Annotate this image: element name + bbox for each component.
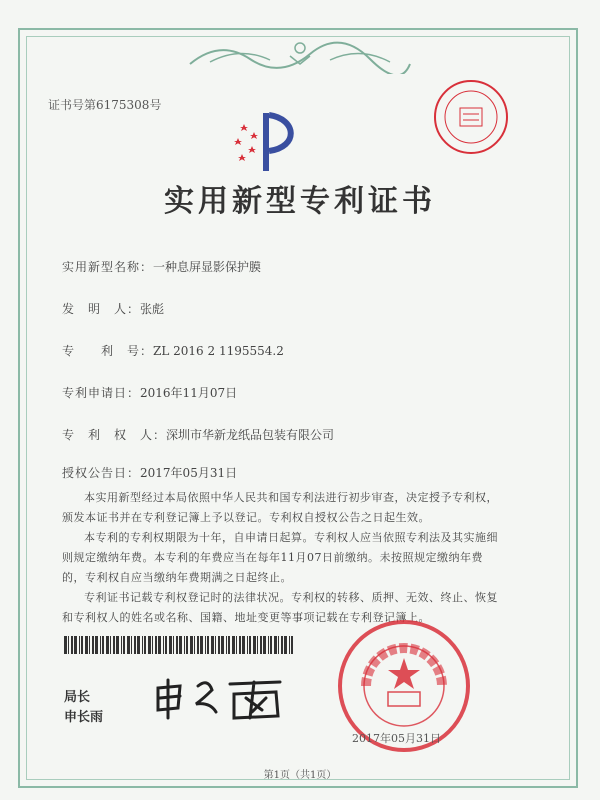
certificate-number: 证书号第6175308号 bbox=[48, 98, 162, 112]
field-inventor bbox=[62, 300, 164, 317]
field-value: 张彪 bbox=[140, 302, 165, 316]
body-paragraph: 专利证书记载专利权登记时的法律状况。专利权的转移、质押、无效、终止、恢复和专利权人的姓名或名称、国籍、地址变更等事项记载在专利登记簿上。 bbox=[62, 591, 498, 624]
barcode bbox=[64, 636, 294, 654]
field-value: 一种息屏显影保护膜 bbox=[153, 260, 262, 274]
field-label: 实用新型名称： bbox=[62, 260, 154, 274]
field-filing-date bbox=[62, 384, 237, 401]
body-paragraph: 本实用新型经过本局依照中华人民共和国专利法进行初步审查，决定授予专利权，颁发本证书并在专利登记簿上予以登记。专利权自授权公告之日起生效。 bbox=[62, 491, 498, 524]
field-value: 2017年05月31日 bbox=[140, 466, 238, 480]
certificate-title: 实用新型专利证书 bbox=[164, 184, 436, 219]
page-number: 第1页（共1页） bbox=[263, 770, 337, 781]
seal-date: 2017年05月31日 bbox=[352, 732, 441, 745]
field-label: 专 利 权 人： bbox=[62, 428, 167, 442]
field-grant-date bbox=[62, 464, 237, 481]
field-label: 发 明 人： bbox=[62, 302, 141, 316]
field-patentee bbox=[62, 426, 334, 443]
handwritten-signature bbox=[150, 668, 290, 724]
field-value: 深圳市华新龙纸品包装有限公司 bbox=[166, 428, 335, 442]
signatory-title: 局长 bbox=[64, 690, 91, 705]
field-patent-number bbox=[62, 342, 284, 359]
field-value: 2016年11月07日 bbox=[140, 386, 238, 400]
certificate-body bbox=[62, 488, 498, 628]
field-utility-name bbox=[62, 258, 261, 275]
body-paragraph: 本专利的专利权期限为十年，自申请日起算。专利权人应当依照专利法及其实施细则规定缴纳年费。本专利的年费应当在每年11月07日前缴纳。未按照规定缴纳年费的，专利权自应当缴纳年费期满之日起终止。 bbox=[62, 531, 498, 584]
field-label: 专利申请日： bbox=[62, 386, 141, 400]
top-ornament bbox=[180, 34, 420, 74]
patent-office-logo bbox=[225, 105, 305, 175]
field-value: ZL 2016 2 1195554.2 bbox=[153, 344, 284, 358]
field-label: 专 利 号： bbox=[62, 344, 154, 358]
signatory-name: 申长雨 bbox=[64, 710, 104, 725]
agency-stamp bbox=[432, 78, 510, 156]
field-label: 授权公告日： bbox=[62, 466, 141, 480]
